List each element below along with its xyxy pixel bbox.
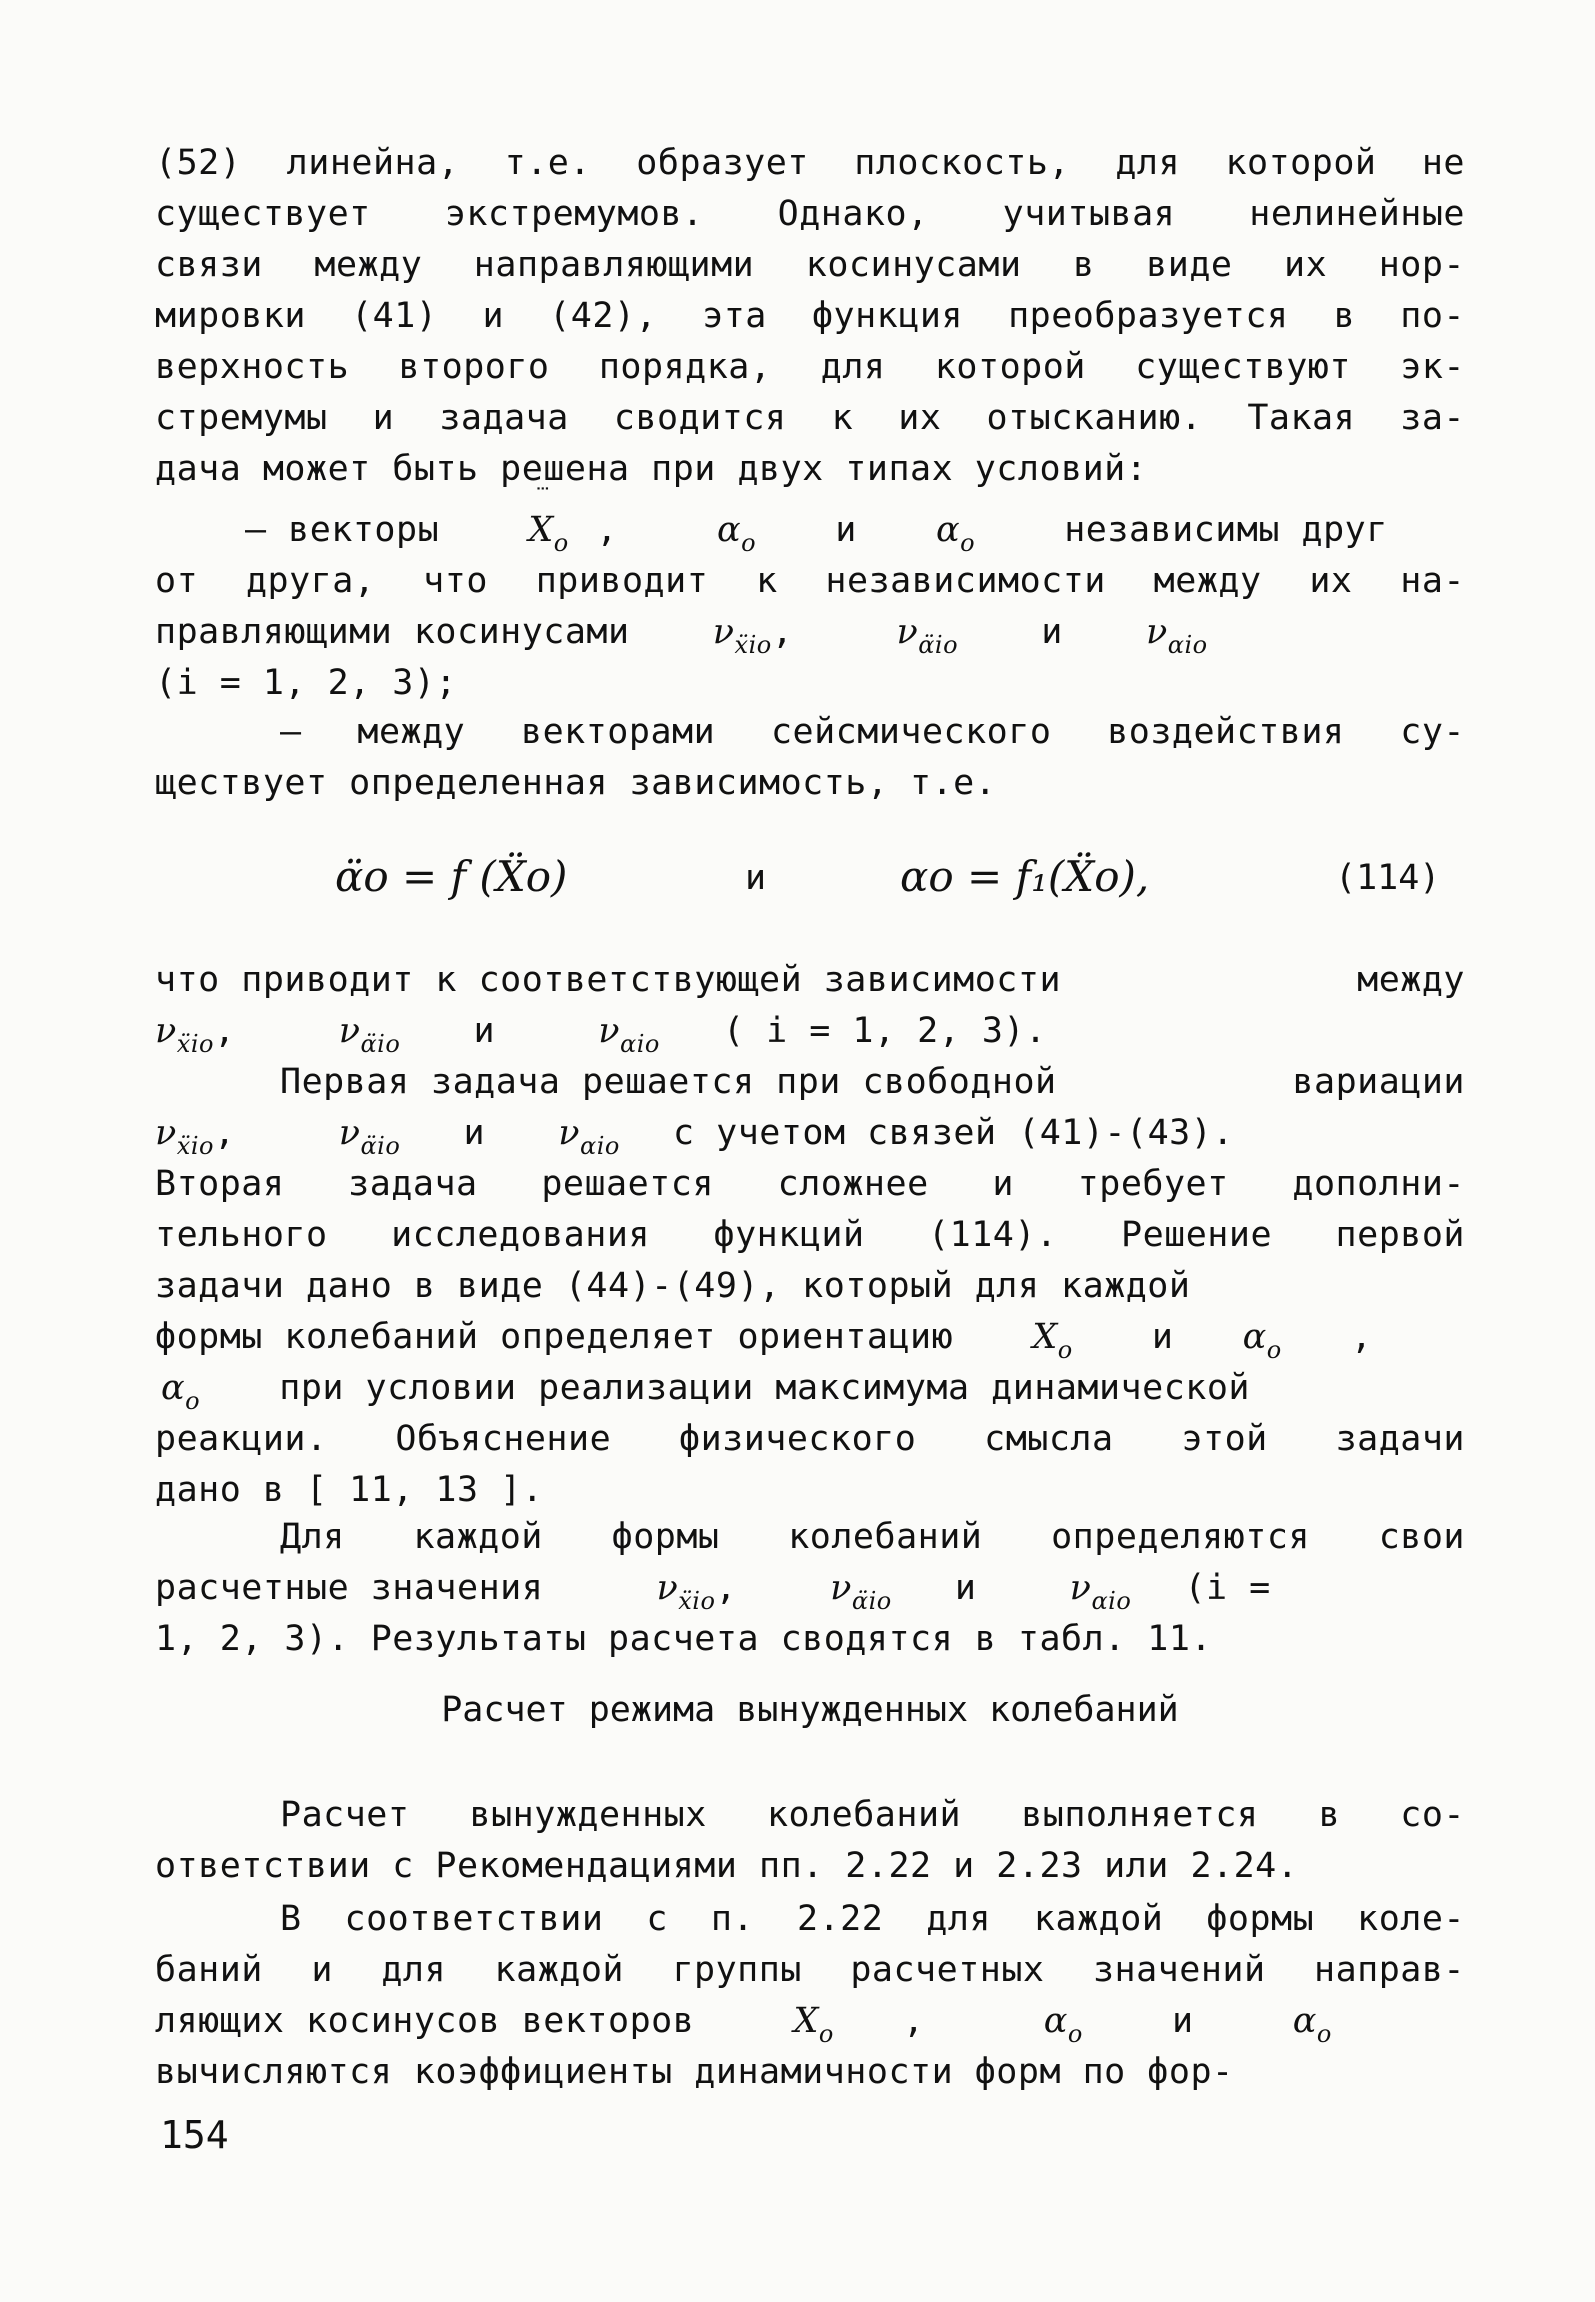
text-line: правляющими косинусами $\nu_{ẍio}$, $\nu_{\alphäio}$ и $\nu_{\alpha io}$ <box>155 612 1208 659</box>
paragraph-3 <box>155 1512 1465 1665</box>
vector-a0: $\alpha_o$ <box>161 1368 201 1415</box>
text-line: стремумы и задача сводится к их отысканию. Такая за- <box>155 398 1465 438</box>
section-heading: Расчет режима вынужденных колебаний <box>441 1690 1179 1730</box>
direction-cosine-a-dd: $\nu_{\alphäio}$ <box>896 612 959 659</box>
equation-lhs-2: αo = f₁(Ẍo), <box>900 852 1150 901</box>
direction-cosine-x: $\nu_{ẍio}$ <box>155 1113 214 1160</box>
text-line: $\nu_{ẍio}$, $\nu_{\alphäio}$ и $\nu_{\alpha io}$ с учетом связей (41)-(43). <box>155 1113 1234 1160</box>
text-line: $\alpha_o$ при условии реализации максимума динамической <box>155 1363 1465 1414</box>
condition-1-prefix: – векторы <box>245 510 440 550</box>
direction-cosine-x: $\nu_{ẍio}$ <box>155 1011 214 1058</box>
text-line: формы колебаний определяет ориентацию $X_o$ и $\alpha_o$ , <box>155 1312 1465 1363</box>
direction-cosine-x: $\nu_{ẍio}$ <box>712 612 772 659</box>
vector-a0-dd: $\alpha_o$ <box>1242 1317 1282 1364</box>
text-line: – между векторами сейсмического воздействия су- <box>280 712 1465 752</box>
text-line: В соответствии с п. 2.22 для каждой формы коле- <box>280 1899 1465 1939</box>
direction-cosine-a-dd: $\nu_{\alphäio}$ <box>338 1113 401 1160</box>
text-line: от друга, что приводит к независимости между их на- <box>155 561 1465 601</box>
text-line: расчетные значения $\nu_{ẍio}$, $\nu_{\alphäio}$ и $\nu_{\alpha io}$ (i = <box>155 1568 1271 1615</box>
vector-a0: $\alpha_o$ <box>1292 2001 1332 2048</box>
paragraph-2 <box>155 955 1465 1516</box>
condition-2 <box>155 707 1465 809</box>
text-line: 1, 2, 3). Результаты расчета сводятся в табл. 11. <box>155 1619 1213 1659</box>
direction-cosine-a: $\nu_{\alpha io}$ <box>558 1113 620 1160</box>
text-line: существует экстремумов. Однако, учитывая нелинейные <box>155 194 1465 234</box>
condition-1 <box>155 485 1465 709</box>
equation-and: и <box>745 858 767 898</box>
direction-cosine-a: $\nu_{\alpha io}$ <box>1145 612 1208 659</box>
text-line: Вторая задача решается сложнее и требует дополни- <box>155 1164 1465 1204</box>
text-line: связи между направляющими косинусами в виде их нор- <box>155 245 1465 285</box>
paragraph-5 <box>155 1894 1465 2098</box>
direction-cosine-a: $\nu_{\alpha io}$ <box>598 1011 660 1058</box>
text-line: мировки (41) и (42), эта функция преобразуется в по- <box>155 296 1465 336</box>
paragraph-4 <box>155 1790 1465 1892</box>
vector-x0: ⃛ $X_o$ <box>528 485 569 557</box>
vector-x0: $X_o$ <box>793 2001 834 2048</box>
equation-number: (114) <box>1335 858 1441 898</box>
text-line: – векторы ⃛ $X_o$ , $\alpha_o$ и $\alpha_o$ независимы друг <box>245 485 1388 557</box>
text-line: дача может быть решена при двух типах условий: <box>155 449 1148 489</box>
direction-cosine-a: $\nu_{\alpha io}$ <box>1069 1568 1132 1615</box>
page-number: 154 <box>160 2113 229 2157</box>
text-line: ществует определенная зависимость, т.е. <box>155 763 997 803</box>
direction-cosine-a-dd: $\nu_{\alphäio}$ <box>830 1568 892 1615</box>
text-line: ляющих косинусов векторов $X_o$ , $\alpha_o$ и $\alpha_o$ <box>155 1996 1465 2047</box>
text-line: Расчет вынужденных колебаний выполняется в со- <box>280 1795 1465 1835</box>
text-line: баний и для каждой группы расчетных значений направ- <box>155 1950 1465 1990</box>
paragraph-1 <box>155 138 1465 495</box>
text-line: тельного исследования функций (114). Решение первой <box>155 1215 1465 1255</box>
text-line: (i = 1, 2, 3); <box>155 663 458 703</box>
text-line: верхность второго порядка, для которой существуют эк- <box>155 347 1465 387</box>
text-line: что приводит к соответствующей зависимости между <box>155 960 1465 1000</box>
vector-a0: $\alpha_o$ <box>935 510 976 557</box>
vector-a0-dd: $\alpha_o$ <box>1043 2001 1083 2048</box>
vector-a0-dd: $\alpha_o$ <box>717 510 757 557</box>
equation-lhs-1: α̈o = f (Ẍo) <box>335 852 568 901</box>
text-line: дано в [ 11, 13 ]. <box>155 1470 544 1510</box>
vector-x0: $X_o$ <box>1032 1317 1073 1364</box>
direction-cosine-x: $\nu_{ẍio}$ <box>656 1568 716 1615</box>
text-line: вычисляются коэффициенты динамичности форм по фор- <box>155 2052 1234 2092</box>
direction-cosine-a-dd: $\nu_{\alphäio}$ <box>338 1011 401 1058</box>
text-line: ответствии с Рекомендациями пп. 2.22 и 2.23 или 2.24. <box>155 1846 1299 1886</box>
text-line: $\nu_{ẍio}$, $\nu_{\alphäio}$ и $\nu_{\alpha io}$ ( i = 1, 2, 3). <box>155 1011 1047 1058</box>
text-line: задачи дано в виде (44)-(49), который для каждой <box>155 1266 1191 1306</box>
text-line: (52) линейна, т.е. образует плоскость, для которой не <box>155 143 1465 183</box>
text-line: реакции. Объяснение физического смысла этой задачи <box>155 1419 1465 1459</box>
text-line: Для каждой формы колебаний определяются свои <box>280 1517 1465 1557</box>
text-line: Первая задача решается при свободной вариации <box>280 1062 1465 1102</box>
